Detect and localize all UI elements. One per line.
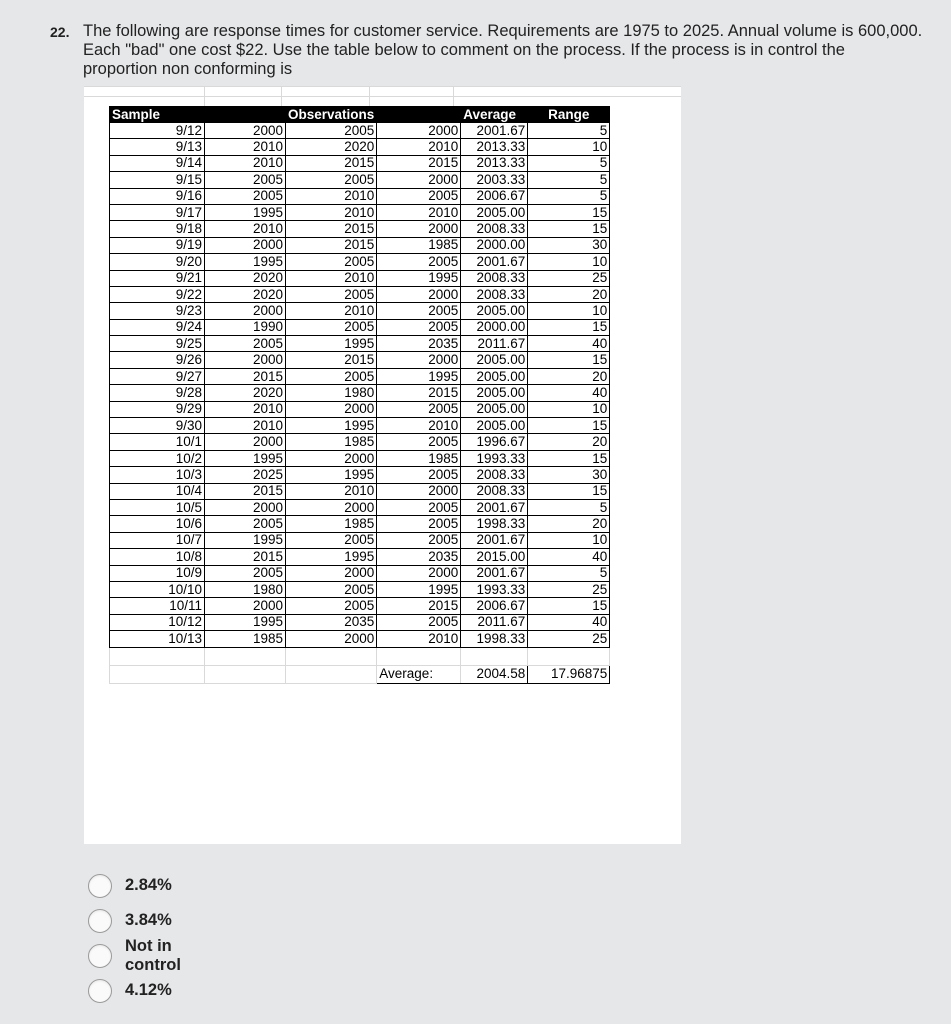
observation-cell: 1995	[205, 614, 286, 630]
observation-cell: 2035	[377, 549, 461, 565]
average-cell: 2005.00	[461, 204, 528, 220]
average-row	[110, 665, 610, 683]
blank-cell	[205, 647, 286, 665]
header-average: Average	[461, 106, 528, 123]
observation-cell: 2000	[377, 221, 461, 237]
table-row	[110, 516, 610, 532]
table-row	[110, 188, 610, 204]
sample-date-cell: 9/18	[110, 221, 205, 237]
sample-date-cell: 9/14	[110, 155, 205, 171]
radio-button[interactable]	[88, 944, 112, 968]
sample-date-cell: 10/8	[110, 549, 205, 565]
observation-cell: 2000	[205, 123, 286, 139]
table-row	[110, 631, 610, 647]
range-cell: 30	[528, 467, 610, 483]
average-cell: 2008.33	[461, 467, 528, 483]
observation-cell: 2005	[205, 172, 286, 188]
observation-cell: 2020	[205, 385, 286, 401]
table-row	[110, 467, 610, 483]
observation-cell: 1985	[286, 516, 377, 532]
sample-date-cell: 9/29	[110, 401, 205, 417]
average-cell: 2001.67	[461, 499, 528, 515]
blank-cell	[286, 647, 377, 665]
observation-cell: 2005	[205, 188, 286, 204]
observation-cell: 2020	[205, 286, 286, 302]
observation-cell: 1980	[286, 385, 377, 401]
range-cell: 20	[528, 286, 610, 302]
average-cell: 1993.33	[461, 581, 528, 597]
average-cell: 2011.67	[461, 336, 528, 352]
observation-cell: 2005	[286, 532, 377, 548]
observation-cell: 2010	[286, 303, 377, 319]
average-cell: 2006.67	[461, 598, 528, 614]
observation-cell: 2015	[205, 549, 286, 565]
observation-cell: 1995	[286, 418, 377, 434]
question-text: The following are response times for customer service. Requirements are 1975 to 2025. Annual volume is 600,000. Each "bad" one cost $22. Use the table below to comment on the process. If the process is in control the proportion non conforming is	[83, 22, 923, 78]
observation-cell: 2005	[286, 172, 377, 188]
observation-cell: 2000	[377, 352, 461, 368]
average-cell: 2001.67	[461, 254, 528, 270]
average-cell: 2008.33	[461, 483, 528, 499]
observation-cell: 2000	[286, 401, 377, 417]
average-cell: 2008.33	[461, 221, 528, 237]
sample-date-cell: 9/26	[110, 352, 205, 368]
blank-cell	[461, 647, 528, 665]
observation-cell: 2000	[377, 565, 461, 581]
average-cell: 2001.67	[461, 565, 528, 581]
observation-cell: 2005	[377, 303, 461, 319]
sample-date-cell: 10/9	[110, 565, 205, 581]
observation-cell: 1995	[205, 204, 286, 220]
sample-date-cell: 9/21	[110, 270, 205, 286]
observation-cell: 1985	[377, 450, 461, 466]
grid-line	[84, 96, 681, 97]
average-cell: 2005.00	[461, 352, 528, 368]
table-row	[110, 139, 610, 155]
observation-cell: 2015	[377, 385, 461, 401]
table-row	[110, 221, 610, 237]
observation-cell: 2015	[205, 483, 286, 499]
observation-cell: 2020	[286, 139, 377, 155]
option-not-in-control[interactable]	[88, 936, 181, 974]
average-cell: 2008.33	[461, 270, 528, 286]
observation-cell: 2000	[377, 286, 461, 302]
sample-date-cell: 10/3	[110, 467, 205, 483]
range-cell: 5	[528, 188, 610, 204]
table-row	[110, 385, 610, 401]
blank-row	[110, 647, 610, 665]
range-cell: 15	[528, 598, 610, 614]
average-cell: 2005.00	[461, 401, 528, 417]
table-row	[110, 483, 610, 499]
observation-cell: 2015	[286, 237, 377, 253]
sample-date-cell: 10/6	[110, 516, 205, 532]
table-row	[110, 401, 610, 417]
sample-date-cell: 9/17	[110, 204, 205, 220]
sample-date-cell: 10/12	[110, 614, 205, 630]
observation-cell: 2000	[205, 598, 286, 614]
table-row	[110, 303, 610, 319]
option-label[interactable]: 3.84%	[125, 911, 172, 929]
option-label[interactable]: 4.12%	[125, 981, 172, 999]
observation-cell: 2000	[377, 123, 461, 139]
range-cell: 15	[528, 221, 610, 237]
observation-cell: 2005	[286, 368, 377, 384]
average-cell: 2015.00	[461, 549, 528, 565]
observation-cell: 2010	[205, 139, 286, 155]
table-row	[110, 434, 610, 450]
range-average-value: 17.96875	[528, 665, 610, 683]
range-cell: 25	[528, 581, 610, 597]
observation-cell: 2005	[205, 336, 286, 352]
sample-date-cell: 10/11	[110, 598, 205, 614]
sample-date-cell: 9/13	[110, 139, 205, 155]
radio-button[interactable]	[88, 874, 112, 898]
observation-cell: 2015	[286, 155, 377, 171]
spreadsheet-image	[84, 86, 681, 844]
range-cell: 25	[528, 270, 610, 286]
range-cell: 20	[528, 434, 610, 450]
average-cell: 2001.67	[461, 123, 528, 139]
observation-cell: 2010	[286, 188, 377, 204]
observation-cell: 2005	[286, 598, 377, 614]
table-row	[110, 499, 610, 515]
table-row	[110, 204, 610, 220]
sample-date-cell: 10/10	[110, 581, 205, 597]
average-value: 2004.58	[461, 665, 528, 683]
observation-cell: 1990	[205, 319, 286, 335]
observation-cell: 2010	[286, 204, 377, 220]
sample-date-cell: 9/25	[110, 336, 205, 352]
range-cell: 40	[528, 336, 610, 352]
observation-cell: 2010	[286, 270, 377, 286]
average-cell: 2003.33	[461, 172, 528, 188]
blank-cell	[286, 665, 377, 683]
blank-cell	[377, 647, 461, 665]
average-cell: 2000.00	[461, 237, 528, 253]
grid-line	[84, 86, 681, 87]
range-cell: 20	[528, 516, 610, 532]
observation-cell: 2000	[205, 303, 286, 319]
observation-cell: 2005	[286, 123, 377, 139]
range-cell: 10	[528, 303, 610, 319]
observation-cell: 2005	[377, 532, 461, 548]
observation-cell: 2005	[377, 434, 461, 450]
observation-cell: 2005	[205, 565, 286, 581]
observation-cell: 2005	[286, 581, 377, 597]
radio-button[interactable]	[88, 909, 112, 933]
observation-cell: 2020	[205, 270, 286, 286]
range-cell: 15	[528, 483, 610, 499]
sample-date-cell: 10/7	[110, 532, 205, 548]
table-row	[110, 565, 610, 581]
sample-date-cell: 9/30	[110, 418, 205, 434]
table-row	[110, 270, 610, 286]
range-cell: 5	[528, 123, 610, 139]
sample-date-cell: 10/1	[110, 434, 205, 450]
table-row	[110, 237, 610, 253]
observation-cell: 2005	[205, 516, 286, 532]
sample-date-cell: 10/13	[110, 631, 205, 647]
observation-cell: 2010	[205, 221, 286, 237]
average-cell: 2005.00	[461, 303, 528, 319]
observation-cell: 2000	[286, 450, 377, 466]
radio-button[interactable]	[88, 979, 112, 1003]
observation-cell: 2005	[377, 467, 461, 483]
average-cell: 2006.67	[461, 188, 528, 204]
table-row	[110, 336, 610, 352]
grid-line	[453, 86, 454, 106]
average-cell: 2011.67	[461, 614, 528, 630]
table-row	[110, 614, 610, 630]
table-row	[110, 254, 610, 270]
range-cell: 10	[528, 139, 610, 155]
answer-options	[88, 868, 181, 1008]
average-cell: 1996.67	[461, 434, 528, 450]
observation-cell: 2005	[377, 516, 461, 532]
sample-date-cell: 9/27	[110, 368, 205, 384]
option-4-12-percent[interactable]	[88, 973, 172, 1008]
average-cell: 2000.00	[461, 319, 528, 335]
header-observations: Observations	[286, 106, 377, 123]
observation-cell: 1985	[286, 434, 377, 450]
option-label[interactable]: 2.84%	[125, 876, 172, 894]
sample-date-cell: 9/12	[110, 123, 205, 139]
range-cell: 15	[528, 319, 610, 335]
range-cell: 40	[528, 385, 610, 401]
sample-date-cell: 10/5	[110, 499, 205, 515]
range-cell: 15	[528, 450, 610, 466]
observation-cell: 1995	[205, 450, 286, 466]
table-row	[110, 352, 610, 368]
range-cell: 25	[528, 631, 610, 647]
observation-cell: 1995	[205, 532, 286, 548]
observation-cell: 2005	[377, 188, 461, 204]
average-cell: 1998.33	[461, 516, 528, 532]
sample-date-cell: 9/16	[110, 188, 205, 204]
table-row	[110, 286, 610, 302]
sample-date-cell: 9/24	[110, 319, 205, 335]
observation-cell: 2005	[286, 319, 377, 335]
observation-cell: 2015	[377, 155, 461, 171]
observation-cell: 1985	[205, 631, 286, 647]
observation-cell: 2005	[377, 401, 461, 417]
observation-cell: 2000	[286, 565, 377, 581]
observation-cell: 1995	[377, 368, 461, 384]
header-blank	[205, 106, 286, 123]
range-cell: 40	[528, 614, 610, 630]
range-cell: 5	[528, 155, 610, 171]
data-table	[109, 106, 610, 684]
grid-line	[369, 86, 370, 106]
observation-cell: 2010	[205, 401, 286, 417]
sample-date-cell: 9/23	[110, 303, 205, 319]
average-label: Average:	[377, 665, 461, 683]
table-body	[110, 123, 610, 647]
table-row	[110, 155, 610, 171]
range-cell: 40	[528, 549, 610, 565]
observation-cell: 2010	[377, 204, 461, 220]
table-header-row	[110, 106, 610, 123]
range-cell: 10	[528, 532, 610, 548]
range-cell: 5	[528, 565, 610, 581]
sample-date-cell: 9/20	[110, 254, 205, 270]
observation-cell: 2015	[286, 221, 377, 237]
observation-cell: 2035	[377, 336, 461, 352]
observation-cell: 2010	[377, 418, 461, 434]
table-row	[110, 581, 610, 597]
sample-date-cell: 9/22	[110, 286, 205, 302]
observation-cell: 2005	[377, 254, 461, 270]
observation-cell: 2000	[205, 237, 286, 253]
average-cell: 2005.00	[461, 368, 528, 384]
observation-cell: 1985	[377, 237, 461, 253]
observation-cell: 1980	[205, 581, 286, 597]
table-row	[110, 123, 610, 139]
range-cell: 15	[528, 204, 610, 220]
grid-line	[281, 86, 282, 106]
average-cell: 2005.00	[461, 385, 528, 401]
table-row	[110, 319, 610, 335]
range-cell: 5	[528, 499, 610, 515]
table-row	[110, 450, 610, 466]
table-row	[110, 418, 610, 434]
average-cell: 2008.33	[461, 286, 528, 302]
option-2-84-percent[interactable]	[88, 868, 172, 903]
range-cell: 20	[528, 368, 610, 384]
sample-date-cell: 9/19	[110, 237, 205, 253]
range-cell: 15	[528, 418, 610, 434]
observation-cell: 2000	[286, 631, 377, 647]
header-sample: Sample	[110, 106, 205, 123]
sample-date-cell: 10/4	[110, 483, 205, 499]
observation-cell: 2000	[205, 352, 286, 368]
observation-cell: 2035	[286, 614, 377, 630]
observation-cell: 2010	[205, 418, 286, 434]
observation-cell: 2000	[205, 434, 286, 450]
observation-cell: 2000	[205, 499, 286, 515]
sample-date-cell: 9/28	[110, 385, 205, 401]
table-row	[110, 598, 610, 614]
observation-cell: 2015	[286, 352, 377, 368]
range-cell: 10	[528, 254, 610, 270]
range-cell: 5	[528, 172, 610, 188]
table-row	[110, 172, 610, 188]
question-number: 22.	[50, 24, 70, 40]
range-cell: 30	[528, 237, 610, 253]
sample-date-cell: 10/2	[110, 450, 205, 466]
observation-cell: 2015	[377, 598, 461, 614]
observation-cell: 2005	[286, 286, 377, 302]
observation-cell: 2010	[377, 139, 461, 155]
observation-cell: 2005	[286, 254, 377, 270]
range-cell: 10	[528, 401, 610, 417]
observation-cell: 2005	[377, 614, 461, 630]
average-cell: 1998.33	[461, 631, 528, 647]
observation-cell: 1995	[205, 254, 286, 270]
average-cell: 2013.33	[461, 139, 528, 155]
observation-cell: 2025	[205, 467, 286, 483]
observation-cell: 2015	[205, 368, 286, 384]
observation-cell: 2005	[377, 499, 461, 515]
average-cell: 1993.33	[461, 450, 528, 466]
observation-cell: 2000	[286, 499, 377, 515]
observation-cell: 1995	[286, 336, 377, 352]
average-cell: 2013.33	[461, 155, 528, 171]
observation-cell: 2005	[377, 319, 461, 335]
blank-cell	[205, 665, 286, 683]
grid-line	[204, 86, 205, 106]
blank-cell	[110, 647, 205, 665]
table-row	[110, 532, 610, 548]
blank-cell	[528, 647, 610, 665]
range-cell: 15	[528, 352, 610, 368]
table-row	[110, 368, 610, 384]
observation-cell: 1995	[286, 467, 377, 483]
header-range: Range	[528, 106, 610, 123]
option-label[interactable]: Not in control	[125, 936, 181, 974]
option-3-84-percent[interactable]	[88, 903, 172, 938]
sample-date-cell: 9/15	[110, 172, 205, 188]
observation-cell: 1995	[377, 581, 461, 597]
observation-cell: 2010	[205, 155, 286, 171]
table-row	[110, 549, 610, 565]
header-blank	[377, 106, 461, 123]
average-cell: 2001.67	[461, 532, 528, 548]
observation-cell: 2010	[377, 631, 461, 647]
blank-cell	[110, 665, 205, 683]
observation-cell: 2010	[286, 483, 377, 499]
observation-cell: 1995	[377, 270, 461, 286]
observation-cell: 2000	[377, 483, 461, 499]
average-cell: 2005.00	[461, 418, 528, 434]
observation-cell: 2000	[377, 172, 461, 188]
observation-cell: 1995	[286, 549, 377, 565]
